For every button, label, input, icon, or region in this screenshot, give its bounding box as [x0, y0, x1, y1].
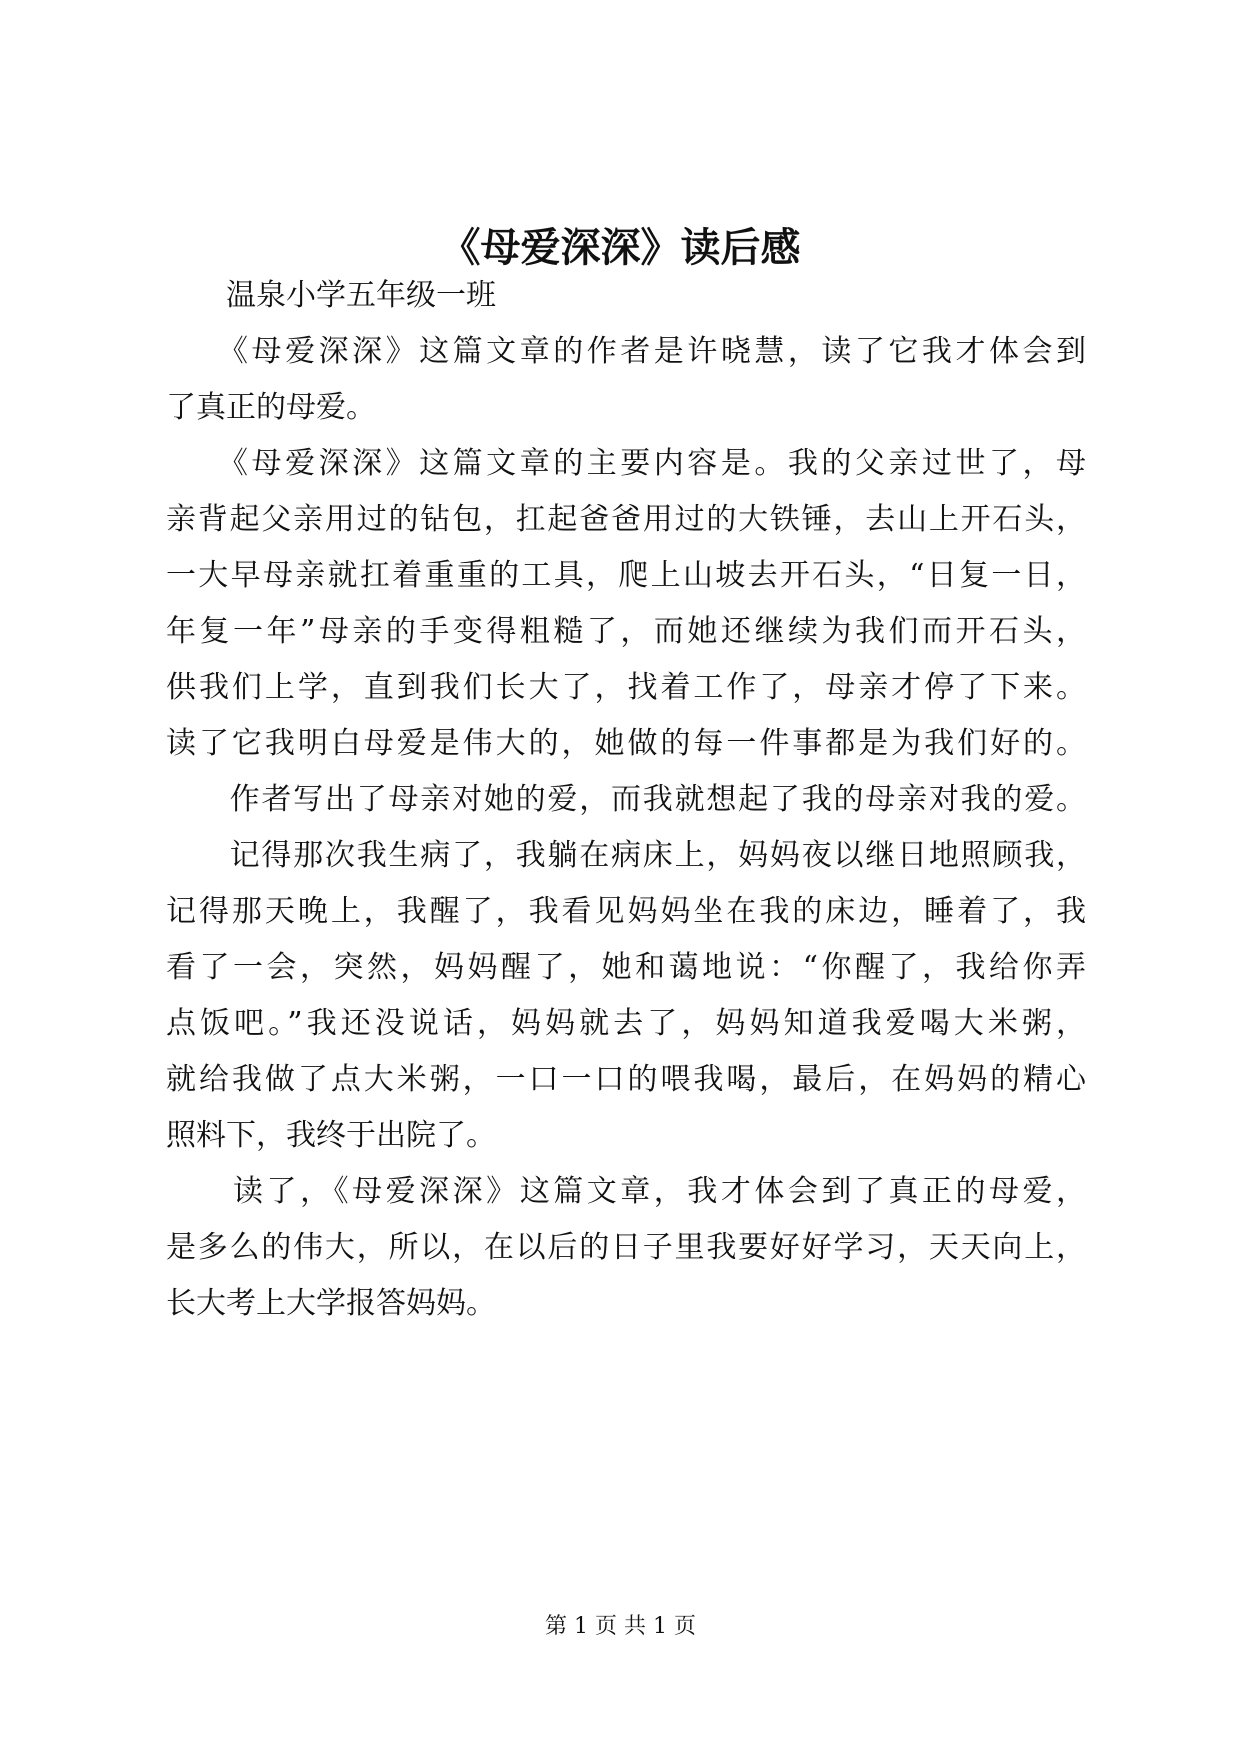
text-line: 是多么的伟大，所以，在以后的日子里我要好好学习，天天向上， — [166, 1230, 1086, 1265]
text-line: 《母爱深深》这篇文章的主要内容是。我的父亲过世了，母 — [166, 446, 1086, 481]
text-line: 点饭吧。”我还没说话，妈妈就去了，妈妈知道我爱喝大米粥， — [166, 1006, 1086, 1041]
author-line: 温泉小学五年级一班 — [166, 278, 496, 313]
text-line: 《母爱深深》这篇文章的作者是许晓慧，读了它我才体会到 — [166, 334, 1086, 369]
text-line: 记得那次我生病了，我躺在病床上，妈妈夜以继日地照顾我， — [166, 838, 1086, 873]
text-line: 长大考上大学报答妈妈。 — [166, 1286, 496, 1321]
text-line: 供我们上学，直到我们长大了，找着工作了，母亲才停了下来。 — [166, 670, 1086, 705]
text-line: 看了一会，突然，妈妈醒了，她和蔼地说：“你醒了，我给你弄 — [166, 950, 1086, 985]
text-line: 记得那天晚上，我醒了，我看见妈妈坐在我的床边，睡着了，我 — [166, 894, 1086, 929]
text-line: 一大早母亲就扛着重重的工具，爬上山坡去开石头，“日复一日， — [166, 558, 1086, 593]
text-line: 就给我做了点大米粥，一口一口的喂我喝，最后，在妈妈的精心 — [166, 1062, 1086, 1097]
page-title: 《母爱深深》读后感 — [440, 224, 801, 271]
text-line: 读了，《母爱深深》这篇文章，我才体会到了真正的母爱， — [166, 1174, 1086, 1209]
text-line: 亲背起父亲用过的钻包，扛起爸爸用过的大铁锤，去山上开石头， — [166, 502, 1086, 537]
text-line: 作者写出了母亲对她的爱，而我就想起了我的母亲对我的爱。 — [166, 782, 1086, 817]
text-line: 照料下，我终于出院了。 — [166, 1118, 496, 1153]
page-footer: 第 1 页 共 1 页 — [545, 1614, 696, 1639]
text-line: 读了它我明白母爱是伟大的，她做的每一件事都是为我们好的。 — [166, 726, 1086, 761]
text-line: 了真正的母爱。 — [166, 390, 376, 425]
text-line: 年复一年”母亲的手变得粗糙了，而她还继续为我们而开石头， — [166, 614, 1086, 649]
